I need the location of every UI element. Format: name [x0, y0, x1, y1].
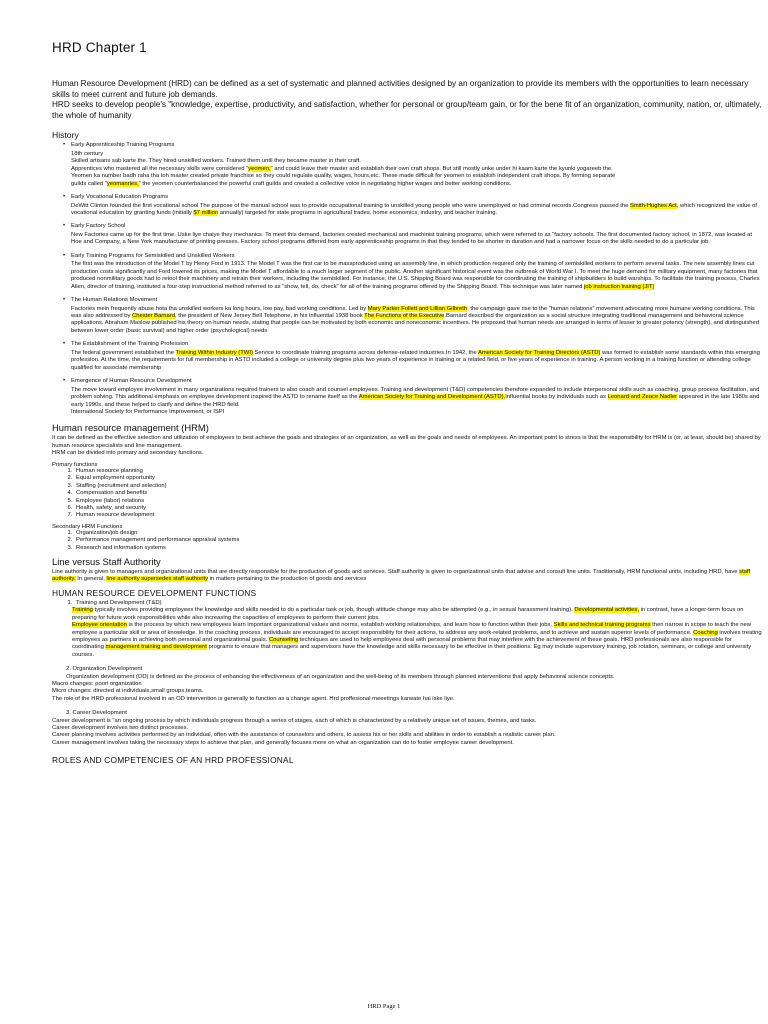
hrm-body-2: HRM can be divided into primary and secondary functions. — [52, 450, 204, 457]
highlight: staff authority. — [52, 568, 751, 583]
list-item: 1. Organization/job design — [74, 530, 764, 537]
list-item: 2. Equal employment opportunity — [74, 475, 764, 482]
highlight: Employee orientation — [72, 622, 127, 629]
td-list — [52, 600, 764, 607]
hrd-functions-heading: HUMAN RESOURCE DEVELOPMENT FUNCTIONS — [52, 587, 257, 598]
highlight: Skills and technical training programs — [553, 622, 651, 629]
line-staff-body: Line authority is given to managers and organizational units that are directly responsible for the production of goods and services. Staff authority is given to organizational units that advise and consult line units. Traditionally, HRM functional units, including HRD, have staff authority. In general, line authority supersedes staff authority in matters pertaining to the production of goods and services — [52, 568, 751, 583]
primary-functions-label: Primary functions — [52, 461, 98, 468]
highlight: Developmental activities, — [574, 607, 639, 614]
list-item: 3. Staffing (recruitment and selection) — [74, 483, 764, 490]
list-item: 5. Employee (labor) relations — [74, 498, 764, 505]
hrm-body: It can be defined as the effective selection and utilization of employees to best achieve the goals and strategies of an organization, as well as the goals and needs of employees. An important point to stress is that the responsibility for HRM is (or, at least, should be) shared by human resource specialists and line management. — [52, 435, 761, 449]
td-body: Training typically involves providing employees the knowledge and skills needed to do a particular task or job, though attitude change may also be attempted (e.g., in sexual harassment training). Developmental activities, in contrast, have a longer-term focus on preparing for future work responsibilities while also increasing the capacities of employees to perform their current jobs. Employee orientation is the process by which new employees learn important organizational values and norms, establish working relationships, and learn how to function within their jobs. Skills and technical training programs then narrow in scope to teach the new employee a particular skill or area of knowledge. In the coaching process, individuals are encouraged to accept responsibility for their actions, to address any work-related problems, and to achieve and sustain superior levels of performance. Coaching involves treating employees as partners in achieving both personal and organizational goals. Counseling techniques are used to help employees deal with personal problems that may interfere with the achievement of these goals. HRD professionals are also responsible for coordinating management training and development programs to ensure that managers and supervisors have the knowledge and skills necessary to be effective in their positions. Eg may include supervisory training, job rotation, seminars, or college and university courses. — [72, 607, 762, 658]
history-factory: • Early Factory School New Factories came up for the first time. Uske liye chaiye they mechanics. To meet this demand, factories created mechanical and machinist training programs, which were referred to as "factory schools. The first documented factory school, in 1872, was located at Hoe and Company, a New York manufacturer of printing presses. Factory school programs differed from early apprenticeship programs in that they tended to be shorter in duration and had a narrower focus on the skills needed to do a particular job. — [71, 223, 764, 246]
highlight: job instruction training (JIT) — [583, 283, 655, 290]
history-semiskilled: • Early Training Programs for Semiskilled and Unskilled Workers The first was the introduction of the Model T by Henry Ford in 1913. The Model T was the first car to be massproduced using an assembly line, in which production required only the training of semiskilled workers to perform several tasks. The new assembly lines cut production costs significantly and Ford lowered its prices, making the Model T affordable to a much larger segment of the public. Another significant historical event was the outbreak of World War I. To meet the huge demand for military equipment, many factories that produced nonmilitary goods had to retool their machinery and retrain their workers, including the semiskilled. For instance, the U.S. Shipping Board was responsible for coordinating the training of shipbuilders to build warships. To facilitate the training process, Charles Allen, director of training, instituted a four-step instructional method referred to as "show, tell, do, check" for all of the training programs offered by the Shipping Board. This technique was later named job instruction training (JIT) — [71, 253, 764, 291]
secondary-functions-label: Secondary HRM Functions — [52, 523, 123, 530]
highlight: line authority supersedes staff authority — [106, 576, 209, 583]
od-section: 2. Organization Development Organization development (OD) is defined as the process of enhancing the effectiveness of an organization and the well-being of its members through planned interventions that apply behavioral science concepts. Macro changes: poori organization Micro changes: directed at individuals,small groups,teams. The role of the HRD professional involved in an OD intervention is generally to function as a change agent. Hrd proffesional meeetings karwate hai iske liye. — [52, 666, 615, 702]
list-item: 4. Compensation and benefits — [74, 490, 764, 497]
roles-heading: ROLES AND COMPETENCIES OF AN HRD PROFESSIONAL — [52, 755, 294, 766]
highlight: Smith-Hughes Act — [629, 202, 677, 209]
highlight: American Society for Training and Development (ASTD). — [358, 394, 506, 401]
highlight: Chester Barnard — [132, 312, 175, 319]
highlight: The Functions of the Executive — [364, 312, 445, 319]
history-apprenticeship: • Early Apprenticeship Training Programs 18th century Skilled artisans sab karte the. They hired unskilled workers. Trained them until they became master in their craft. Apprentices who mastered all the necessary skills were considered "yeomen," and could leave their master and establish their own craft shops. But still mostly unke under hi kaam karte the kyunki yogareeb the. Yeomen ka number badh raha tha toh master created private franchise so they could regulate quality, wages, hours,etc. These made difficult for yeomen to establish independent craft shops. By forming separate guilds called "yeomanries," the yeomen counterbalanced the powerful craft guilds and created a collective voice in negotiating higher wages and better working conditions. — [71, 142, 764, 188]
history-vocational: • Early Vocational Education Programs DeWitt Clinton founded the first vocational school The purpose of the manual school was to provide occupational training to unskilled young people who were unemployed or had criminal records.Congress passed the Smith-Hughes Act, which recognized the value of vocational education by granting funds (initially $7 million annually) targeted for state programs in agricultural trades, home economics, industry, and teacher training. — [71, 194, 764, 217]
list-item: 1. Human resource planning — [74, 468, 764, 475]
highlight: Training Within Industry (TWI) — [175, 349, 253, 356]
page-title: HRD Chapter 1 — [52, 40, 147, 55]
highlight: Counseling — [268, 637, 299, 644]
highlight: Mary Parker Follett and Lillian Gilbreth — [367, 305, 468, 312]
hrm-heading: Human resource management (HRM) — [52, 422, 209, 434]
highlight: Training — [72, 607, 93, 614]
highlight: Leonard and Zeace Nadler — [607, 394, 678, 401]
list-item: 2. Performance management and performance appraisal systems — [74, 537, 764, 544]
history-heading: History — [52, 130, 79, 141]
highlight: management training and development — [105, 644, 207, 651]
cd-section: 3. Career Development Career development is "an ongoing process by which individuals progress through a series of stages, each of which is characterized by a relatively unique set of issues, themes, and tasks. Career development involves two distinct processes. Career planning involves activities performed by an individual, often with the assistance of counselors and others, to assess his or her skills and abilities in order to establish a realistic career plan. Career management involves taking the necessary steps to achieve that plan, and generally focuses more on what an organization can do to foster employee career development. — [52, 710, 556, 746]
page-footer: HRD Page 1 — [367, 1003, 401, 1010]
document-page — [52, 40, 764, 767]
history-training-profession: • The Establishment of the Training Profession The federal government established the Training Within Industry (TWI) Service to coordinate training programs across defense-related industries.In 1942, the American Society for Training Directors (ASTD) was formed to establish some standards within this emerging profession. At the time, the requirements for full membership in ASTD included a college or university degree plus two years of experience in training or a related field, or five years of experience in training. A person working in a training function or attending college qualified for associate membership — [71, 341, 764, 372]
highlight: yeomen, — [248, 165, 271, 172]
primary-functions-list — [52, 468, 764, 520]
highlight: yeomanries, — [106, 180, 139, 187]
history-emergence-hrd: • Emergence of Human Resource Development The move toward employee involvement in many organizations required trainers to also coach and counsel employees. Training and development (T&D) competencies therefore expanded to include interpersonal skills such as coaching, group process facilitation, and problem solving. This additional emphasis on employee development inspired the ASTD to rename itself as the American Society for Training and Development (ASTD).Influential books by individuals such as Leonard and Zeace Nadler appeared in the late 1980s and early 1990s, and these helped to clarify and define the HRD field. International Society for Performance Improvement, or ISPI — [71, 378, 764, 416]
highlight: Coaching — [693, 629, 718, 636]
list-item: 6. Health, safety, and security — [74, 505, 764, 512]
highlight: American Society for Training Directors (ASTD) — [478, 349, 601, 356]
secondary-functions-list — [52, 530, 764, 552]
list-item: 1. Training and Development (T&D) — [74, 600, 764, 607]
intro-paragraph: Human Resource Development (HRD) can be defined as a set of systematic and planned activities designed by an organization to provide its members with the opportunities to learn necessary skills to meet current and future job demands. HRD seeks to develop people's "knowledge, expertise, productivity, and satisfaction, whether for personal or group/team gain, or for the bene fit of an organization, community, nation, or, ultimately, the whole of humanity — [52, 79, 762, 120]
line-staff-heading: Line versus Staff Authority — [52, 555, 161, 567]
highlight: $7 million — [193, 210, 219, 216]
history-human-relations: • The Human Relations Movement Factories mein frequently abuse hota tha unskilled workers ka long hours, low pay, bad working conditions. Led by Mary Parker Follett and Lillian Gilbreth, the campaign gave rise to the "human relations" movement advocating more humane working conditions. This was also addressed by Chester Barnard, the president of New Jersey Bell Telephone, in his influential 1938 book The Functions of the Executive.Barnard described the organization as a social structure integrating traditional management and behavioral science applications. Abraham Maslow published his theory on human needs, stating that people can be motivated by both economic and noneconomic incentives. He proposed that human needs are arranged in terms of lesser to greater potency (strength), and distinguished between lower order (basic survival) and higher order (psychological) needs — [71, 297, 764, 335]
list-item: 3. Research and information systems — [74, 545, 764, 552]
list-item: 7. Human resource development — [74, 512, 764, 519]
